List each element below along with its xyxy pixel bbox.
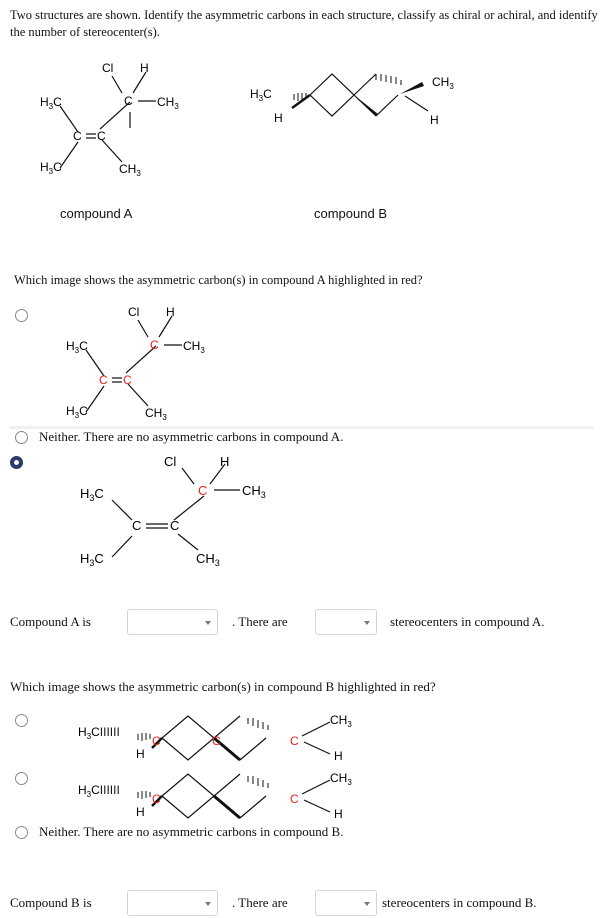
atom-c: C [73,129,82,143]
compound-b-chirality-select[interactable] [127,890,218,916]
atom-c: C [97,129,106,143]
svg-text:H3C: $H_3C$ [80,551,104,568]
q2-option-neither-radio[interactable] [15,826,28,839]
compound-b-count-select[interactable] [315,890,377,916]
question-intro: Two structures are shown. Identify the asymmetric carbons in each structure, classify as chiral or achiral, and identify the number of stereocenter(s). [10,8,598,39]
atom-h3c: $H_3C$ [40,95,62,111]
svg-text:Cl: Cl [128,305,140,319]
sentence-b-suffix: stereocenters in compound B. [382,895,537,910]
svg-text:CH3: $CH_3$ [330,771,352,787]
svg-text:H3CIIIIII: $H_3CIIIIII$ [78,783,120,799]
highlighted-carbon: C [290,792,299,806]
atom-h3c: $H_3C$ [40,160,62,176]
svg-text:CH3: $CH_3$ [183,339,205,355]
sentence-a-prefix: Compound A is [10,614,91,629]
highlighted-carbon: C [212,734,221,748]
highlighted-carbon: C [198,483,208,498]
svg-text:H3CIIIIII: $H_3CIIIIII$ [78,725,120,741]
svg-text:CH3: $CH_3$ [196,551,220,568]
atom-h3c: $H_3C$ [250,87,272,103]
svg-text:CH3: $CH_3$ [330,713,352,729]
q1-option-1-radio[interactable] [15,309,28,322]
svg-text:H3C: $H_3C$ [66,339,88,355]
q1-option-neither-radio[interactable] [15,431,28,444]
sentence-b-middle: . There are [232,895,288,910]
compound-b-structure [250,62,470,142]
atom-ch3: $CH_3$ [119,162,141,178]
svg-text:H: H [334,807,343,821]
atom-h: H [430,113,439,127]
atom-c: C [124,94,133,108]
question-1-prompt: Which image shows the asymmetric carbon(s) in compound A highlighted in red? [14,273,423,287]
compound-a-count-select[interactable] [315,609,377,635]
q2-option-2-radio[interactable] [15,772,28,785]
highlighted-carbon: C [152,792,161,806]
compound-a-label: compound A [60,206,133,221]
svg-text:H: H [220,454,230,469]
atom-h: H [140,61,149,75]
q2-option-neither-label[interactable]: Neither. There are no asymmetric carbons in compound B. [39,824,344,839]
svg-text:H: H [136,805,145,819]
atom-cl: Cl [102,61,114,75]
q1-option-1-structure [56,300,236,430]
highlighted-carbon: C [290,734,299,748]
atom-ch3: $CH_3$ [157,95,179,111]
svg-text:H: H [334,749,343,763]
compound-a-structure [30,56,210,186]
svg-text:C: C [132,518,142,533]
svg-text:H: H [136,747,145,761]
svg-text:CH3: $CH_3$ [242,483,266,500]
sentence-a-middle: . There are [232,614,288,629]
highlighted-carbon: C [123,373,132,387]
q2-option-1-radio[interactable] [15,714,28,727]
sentence-b-prefix: Compound B is [10,895,92,910]
svg-text:C: C [170,518,180,533]
svg-text:H3C: $H_3C$ [80,486,104,503]
q1-option-neither-label[interactable]: Neither. There are no asymmetric carbons in compound A. [39,429,344,444]
q1-option-3-radio-selected[interactable] [10,456,23,469]
compound-a-chirality-select[interactable] [127,609,218,635]
atom-ch3: $CH_3$ [432,75,454,91]
highlighted-carbon: C [152,734,161,748]
sentence-a-suffix: stereocenters in compound A. [390,614,545,629]
question-2-prompt: Which image shows the asymmetric carbon(s) in compound B highlighted in red? [10,679,436,694]
q2-option-1-structure [78,708,378,768]
svg-text:H3C: $H_3C$ [66,404,88,420]
svg-text:H: H [166,305,175,319]
atom-h: H [274,111,283,125]
compound-b-label: compound B [314,206,387,221]
highlighted-carbon: C [99,373,108,387]
svg-text:CH3: $CH_3$ [145,406,167,422]
svg-text:Cl: Cl [164,454,177,469]
highlighted-carbon: C [150,338,159,352]
q2-option-2-structure [78,766,378,826]
q1-option-3-structure [70,450,290,580]
